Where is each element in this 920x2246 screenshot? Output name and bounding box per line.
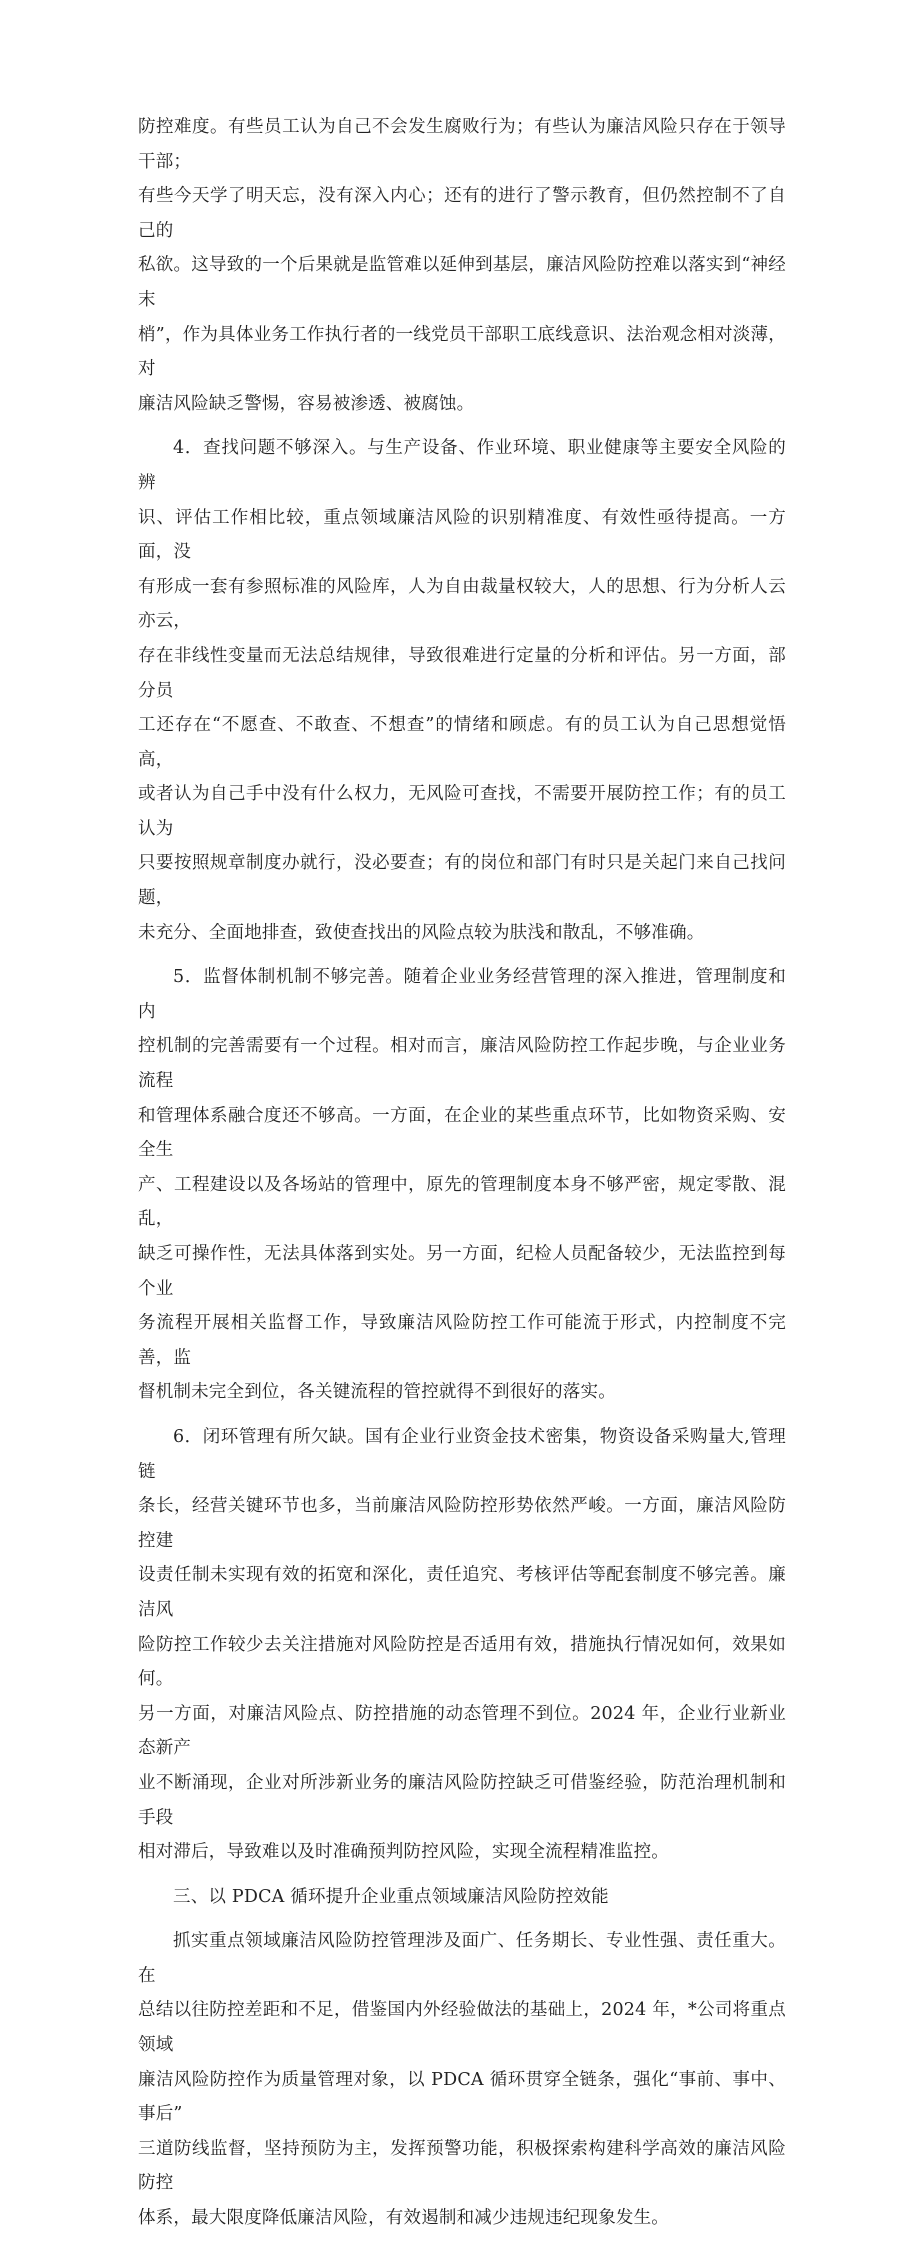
continued-paragraph: 防控难度。有些员工认为自己不会发生腐败行为；有些认为廉洁风险只存在于领导干部； 有些今天学了明天忘，没有深入内心；还有的进行了警示教育，但仍然控制不了自己的 私欲。这导致的一个后果就是监管难以延伸到基层，廉洁风险防控难以落实到“神经末 梢”，作为具体业务工作执行者的一线党员干部职工底线意识、法治观念相对淡薄，对 廉洁风险缺乏警惕，容易被渗透、被腐蚀。 (138, 117, 786, 414)
section-heading: 三、以 PDCA 循环提升企业重点领域廉洁风险防控效能 (173, 1886, 609, 1907)
paragraph-item-5: 5．监督体制机制不够完善。随着企业业务经营管理的深入推进，管理制度和内 控机制的完善需要有一个过程。相对而言，廉洁风险防控工作起步晚，与企业业务流程 和管理体系融合度还不够高。一方面，在企业的某些重点环节，比如物资采购、安全生 产、工程建设以及各场站的管理中，原先的管理制度本身不够严密，规定零散、混乱， 缺乏可操作性，无法具体落到实处。另一方面，纪检人员配备较少，无法监控到每个业 务流程开展相关监督工作，导致廉洁风险防控工作可能流于形式，内控制度不完善，监 督机制未完全到位，各关键流程的管控就得不到很好的落实。 (138, 967, 786, 1403)
paragraph-item-6: 6．闭环管理有所欠缺。国有企业行业资金技术密集，物资设备采购量大,管理链 条长，经营关键环节也多，当前廉洁风险防控形势依然严峻。一方面，廉洁风险防控建 设责任制未实现有效的拓宽和深化，责任追究、考核评估等配套制度不够完善。廉洁风 险防控工作较少去关注措施对风险防控是否适用有效，措施执行情况如何，效果如何。 另一方面，对廉洁风险点、防控措施的动态管理不到位。2024 年，企业行业新业态新产 业不断涌现，企业对所涉新业务的廉洁风险防控缺乏可借鉴经验，防范治理机制和手段 相对滞后，导致难以及时准确预判防控风险，实现全流程精准监控。 (138, 1426, 786, 1863)
final-paragraph: 抓实重点领域廉洁风险防控管理涉及面广、任务期长、专业性强、责任重大。在 总结以往防控差距和不足，借鉴国内外经验做法的基础上，2024 年，*公司将重点领域 廉洁风险防控作为质量管理对象，以 PDCA 循环贯穿全链条，强化“事前、事中、事后” 三道防线监督，坚持预防为主，发挥预警功能，积极探索构建科学高效的廉洁风险防控 体系，最大限度降低廉洁风险，有效遏制和减少违规违纪现象发生。 (138, 1931, 786, 2229)
paragraph-item-4: 4．查找问题不够深入。与生产设备、作业环境、职业健康等主要安全风险的辨 识、评估工作相比较，重点领域廉洁风险的识别精准度、有效性亟待提高。一方面，没 有形成一套有参照标准的风险库，人为自由裁量权较大，人的思想、行为分析人云亦云， 存在非线性变量而无法总结规律，导致很难进行定量的分析和评估。另一方面，部分员 工还存在“不愿查、不敢查、不想查”的情绪和顾虑。有的员工认为自己思想觉悟高， 或者认为自己手中没有什么权力，无风险可查找，不需要开展防控工作；有的员工认为 只要按照规章制度办就行，没必要查；有的岗位和部门有时只是关起门来自己找问题， 未充分、全面地排查，致使查找出的风险点较为肤浅和散乱，不够准确。 (138, 438, 786, 943)
document-body (138, 110, 786, 2246)
